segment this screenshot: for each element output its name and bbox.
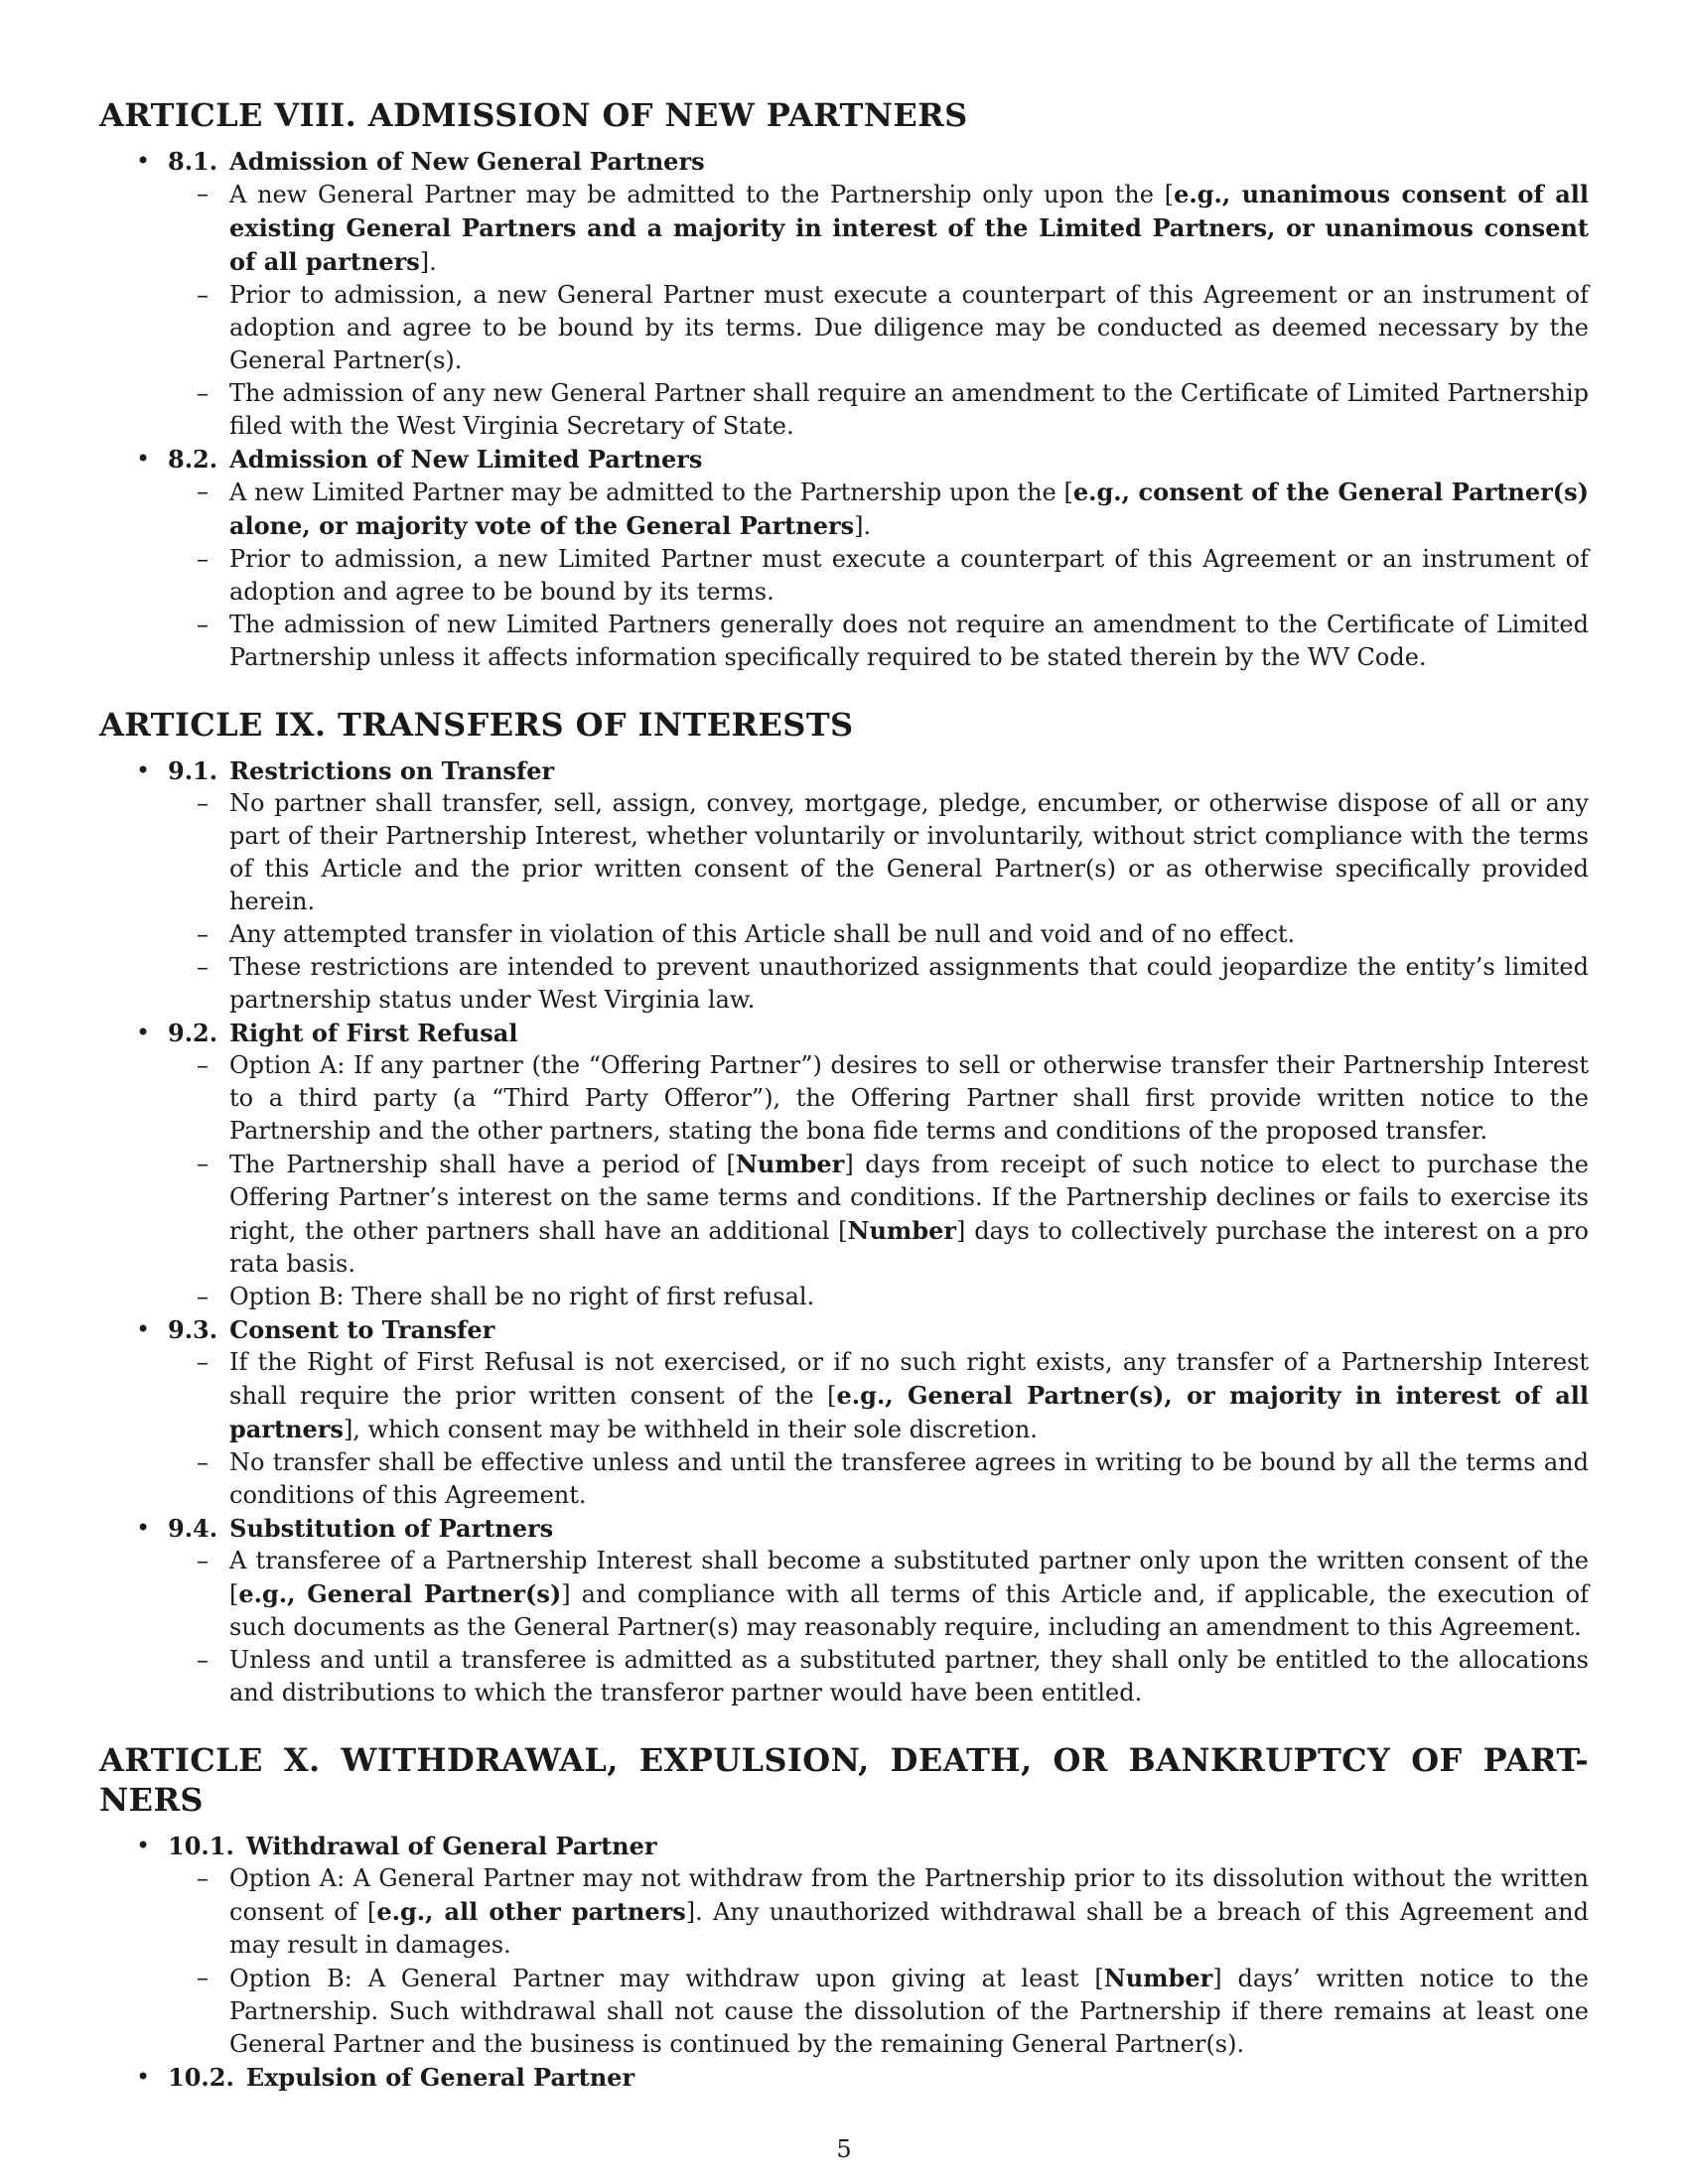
section-item: [99, 443, 1589, 674]
dash-icon: –: [197, 1150, 209, 1177]
clause-text: Any attempted transfer in violation of this Article shall be null and void and of no effect.: [229, 920, 1296, 948]
clause-text: A new General Partner may be admitted to the Partnership only upon the [: [229, 181, 1175, 208]
placeholder-text: e.g., General Partner(s): [238, 1579, 562, 1608]
clause-text: These restrictions are intended to prevent unauthorized assignments that could jeopardize the entity’s limited partnership status under West Virginia law.: [229, 953, 1589, 1014]
section-list: [99, 145, 1589, 674]
clause-item: [168, 1644, 1589, 1709]
clause-text: ] days from receipt of such notice to elect to purchase the Offering Partner’s interest on the same terms and conditions. If the Partnership declines or fails to exercise its right, the other partners shall have an additional [: [229, 1151, 1589, 1245]
clause-item: [168, 279, 1589, 377]
section-heading: [168, 145, 1589, 178]
clause-list: [168, 1862, 1589, 2061]
section-heading: [168, 1017, 1589, 1049]
section-item: [99, 754, 1589, 1017]
clause-text: A new Limited Partner may be admitted to the Partnership upon the [: [229, 478, 1073, 506]
bullet-icon: •: [136, 147, 151, 175]
dash-icon: –: [197, 1283, 209, 1310]
placeholder-text: e.g., consent of the General Partner(s) alone, or majority vote of the General Partners: [229, 478, 1590, 540]
article-heading: ARTICLE VIII. ADMISSION OF NEW PARTNERS: [99, 96, 968, 134]
clause-text: ]. Any unauthorized withdrawal shall be a breach of this Agreement and may result in damages.: [229, 1898, 1589, 1959]
section-heading: [168, 1512, 1589, 1545]
section-title: Restrictions on Transfer: [229, 756, 555, 785]
dash-icon: –: [197, 1348, 209, 1376]
clause-item: [168, 377, 1589, 443]
section-item: [99, 1512, 1589, 1709]
clause-item: [168, 1346, 1589, 1446]
clause-item: [168, 1862, 1589, 1962]
clause-text: ].: [854, 512, 872, 540]
bullet-icon: •: [136, 1514, 151, 1542]
section-list: [99, 754, 1589, 1709]
clause-text: Option B: There shall be no right of first refusal.: [229, 1283, 815, 1310]
section-title: Consent to Transfer: [229, 1315, 495, 1344]
article-heading: ARTICLE IX. TRANSFERS OF INTERESTS: [99, 706, 854, 744]
dash-icon: –: [197, 281, 209, 309]
section-number: 9.2.: [168, 1019, 218, 1047]
section-title: Admission of New Limited Partners: [229, 445, 703, 474]
clause-item: [168, 1446, 1589, 1512]
dash-icon: –: [197, 180, 209, 207]
section-number: 10.2.: [168, 2063, 234, 2092]
dash-icon: –: [197, 920, 209, 948]
clause-text: No transfer shall be effective unless and until the transferee agrees in writing to be bound by all the terms and conditions of this Agreement.: [229, 1448, 1589, 1509]
section-item: [99, 1017, 1589, 1313]
section-heading: [168, 1313, 1589, 1346]
clause-text: The admission of new Limited Partners generally does not require an amendment to the Certificate of Limited Partnership unless it affects information specifically required to be stated therein by the WV Code.: [229, 611, 1589, 671]
article: [99, 95, 1589, 674]
dash-icon: –: [197, 953, 209, 981]
dash-icon: –: [197, 1964, 209, 1991]
clause-text: ] and compliance with all terms of this Article and, if applicable, the execution of such documents as the General Partner(s) may reasonably require, including an amendment to this Agreement.: [229, 1580, 1589, 1641]
placeholder-text: e.g., General Partner(s), or majority in interest of all partners: [229, 1381, 1589, 1443]
clause-item: [168, 1545, 1589, 1644]
placeholder-text: Number: [1103, 1964, 1213, 1992]
section-number: 9.3.: [168, 1315, 218, 1344]
clause-list: [168, 1049, 1589, 1313]
clause-item: [168, 951, 1589, 1017]
clause-item: [168, 543, 1589, 609]
clause-item: [168, 609, 1589, 674]
section-heading: [168, 2061, 1589, 2094]
placeholder-text: Number: [847, 1216, 957, 1245]
clause-text: ] days’ written notice to the Partnership. Such withdrawal shall not cause the dissolution of the Partnership if there remains at least one General Partner and the business is continued by the remaining General Partner(s).: [229, 1965, 1589, 2058]
article: [99, 1740, 1589, 2094]
dash-icon: –: [197, 789, 209, 817]
clause-text: A transferee of a Partnership Interest shall become a substituted partner only upon the written consent of the [: [229, 1547, 1589, 1608]
clause-item: [168, 787, 1589, 918]
clause-list: [168, 787, 1589, 1017]
clause-text: Option A: If any partner (the “Offering Partner”) desires to sell or otherwise transfer their Partnership Interest to a third party (a “Third Party Offeror”), the Offering Partner shall first provide written notice to the Partnership and the other partners, stating the bona fide terms and conditions of the proposed transfer.: [229, 1051, 1589, 1145]
clause-list: [168, 1545, 1589, 1709]
section-item: [99, 1830, 1589, 2061]
clause-text: ] days to collectively purchase the interest on a pro rata basis.: [229, 1217, 1590, 1278]
section-heading: [168, 1830, 1589, 1862]
page-number: 5: [836, 2135, 852, 2163]
section-number: 9.4.: [168, 1514, 218, 1543]
section-item: [99, 2061, 1589, 2094]
section-heading: [168, 754, 1589, 787]
dash-icon: –: [197, 478, 209, 505]
article-heading: ARTICLE X. WITHDRAWAL, EXPULSION, DEATH, OR BANKRUPTCY OF PART-NERS: [99, 1741, 1589, 1819]
section-title: Withdrawal of General Partner: [245, 1832, 657, 1860]
placeholder-text: Number: [735, 1150, 845, 1178]
clause-item: [168, 1049, 1589, 1148]
clause-item: [168, 1962, 1589, 2061]
clause-text: If the Right of First Refusal is not exercised, or if no such right exists, any transfer of a Partnership Interest shall require the prior written consent of the [: [229, 1348, 1589, 1410]
clause-text: Unless and until a transferee is admitted as a substituted partner, they shall only be entitled to the allocations and distributions to which the transferor partner would have been entitled.: [229, 1646, 1589, 1706]
section-heading: [168, 443, 1589, 476]
placeholder-text: e.g., all other partners: [376, 1897, 686, 1926]
placeholder-text: e.g., unanimous consent of all existing General Partners and a majority in interest of the Limited Partners, or unanimous consent of all partners: [229, 180, 1590, 276]
clause-item: [168, 178, 1589, 279]
section-item: [99, 145, 1589, 443]
section-item: [99, 1313, 1589, 1512]
section-title: Right of First Refusal: [229, 1019, 518, 1047]
clause-item: [168, 918, 1589, 951]
section-number: 8.2.: [168, 445, 218, 474]
section-title: Substitution of Partners: [229, 1514, 554, 1543]
bullet-icon: •: [136, 445, 151, 473]
section-list: [99, 1830, 1589, 2094]
clause-item: [168, 1281, 1589, 1313]
bullet-icon: •: [136, 1019, 151, 1046]
clause-list: [168, 178, 1589, 443]
section-title: Expulsion of General Partner: [245, 2063, 635, 2092]
dash-icon: –: [197, 545, 209, 573]
dash-icon: –: [197, 1448, 209, 1476]
clause-list: [168, 1346, 1589, 1512]
clause-item: [168, 476, 1589, 543]
clause-text: ], which consent may be withheld in their sole discretion.: [343, 1416, 1038, 1443]
clause-text: The Partnership shall have a period of [: [229, 1151, 736, 1178]
dash-icon: –: [197, 1646, 209, 1674]
bullet-icon: •: [136, 2063, 151, 2091]
clause-text: The admission of any new General Partner shall require an amendment to the Certificate of Limited Partnership filed with the West Virginia Secretary of State.: [229, 379, 1589, 440]
bullet-icon: •: [136, 1832, 151, 1859]
section-title: Admission of New General Partners: [229, 147, 705, 176]
section-number: 9.1.: [168, 756, 218, 785]
section-number: 8.1.: [168, 147, 218, 176]
dash-icon: –: [197, 1051, 209, 1079]
dash-icon: –: [197, 611, 209, 638]
bullet-icon: •: [136, 756, 151, 784]
clause-text: No partner shall transfer, sell, assign, convey, mortgage, pledge, encumber, or otherwise dispose of all or any part of their Partnership Interest, whether voluntarily or involuntarily, without strict compliance with the terms of this Article and the prior written consent of the General Partner(s) or as otherwise specifically provided herein.: [229, 789, 1589, 915]
dash-icon: –: [197, 379, 209, 407]
document-page: [99, 95, 1589, 2124]
clause-text: ].: [419, 248, 437, 276]
clause-text: Option B: A General Partner may withdraw upon giving at least [: [229, 1965, 1104, 1992]
bullet-icon: •: [136, 1315, 151, 1343]
clause-item: [168, 1148, 1589, 1281]
clause-text: Option A: A General Partner may not withdraw from the Partnership prior to its dissolution without the written consent of [: [229, 1864, 1589, 1926]
section-number: 10.1.: [168, 1832, 234, 1860]
article: [99, 705, 1589, 1709]
clause-text: Prior to admission, a new General Partner must execute a counterpart of this Agreement or an instrument of adoption and agree to be bound by its terms. Due diligence may be conducted as deemed necessary by the General Partner(s).: [229, 281, 1589, 374]
dash-icon: –: [197, 1547, 209, 1574]
clause-list: [168, 476, 1589, 674]
dash-icon: –: [197, 1864, 209, 1892]
clause-text: Prior to admission, a new Limited Partner must execute a counterpart of this Agreement or an instrument of adoption and agree to be bound by its terms.: [229, 545, 1589, 606]
